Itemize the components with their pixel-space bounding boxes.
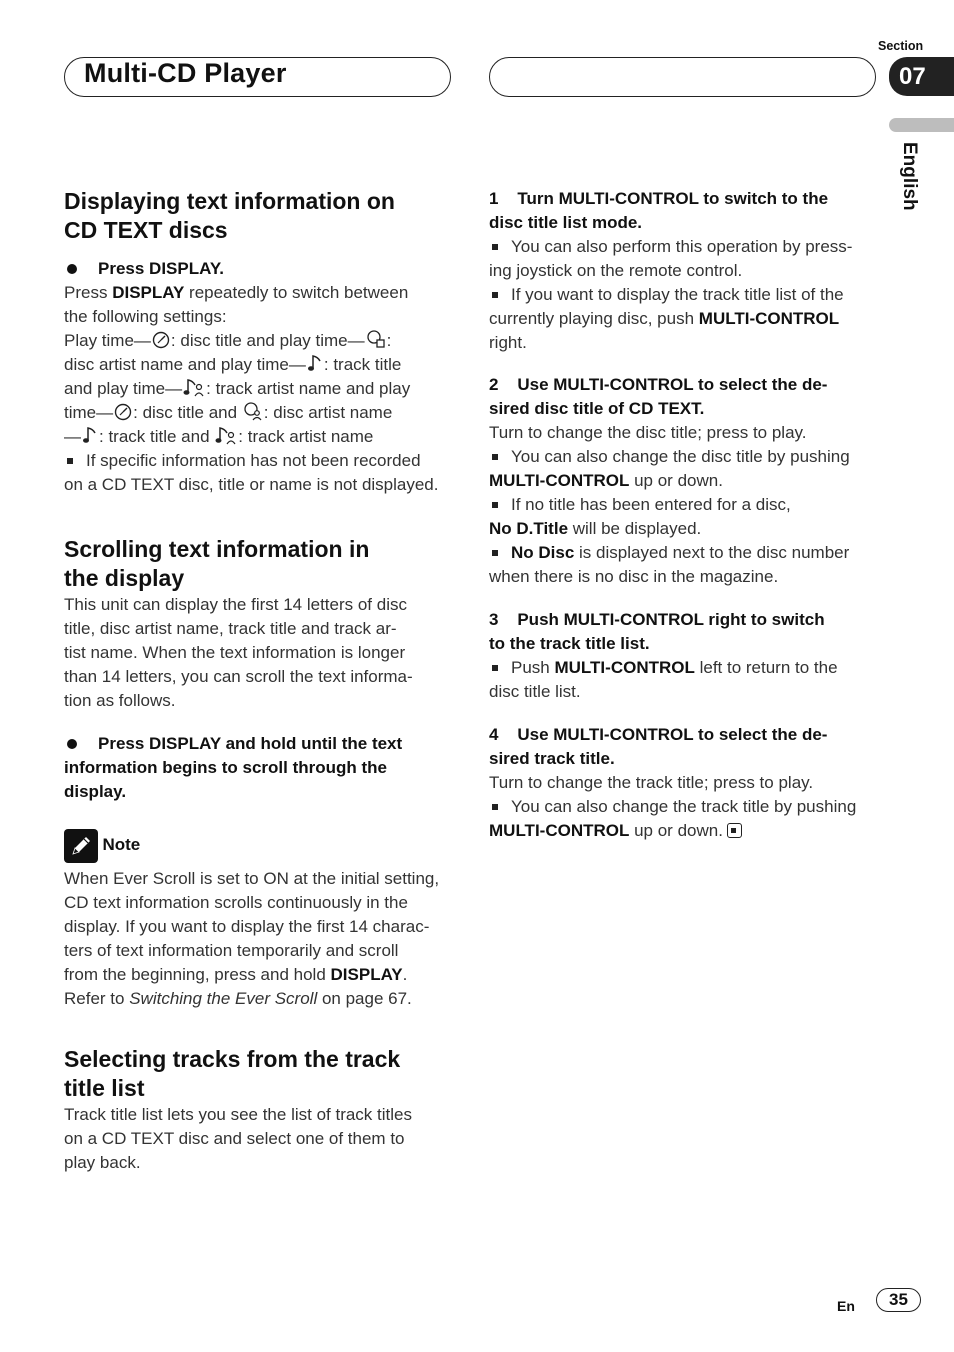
disc-artist-icon xyxy=(243,401,263,421)
step-1-heading: disc title list mode. xyxy=(489,213,643,232)
instruction-press-display xyxy=(64,257,459,281)
square-bullet-icon xyxy=(492,502,498,508)
language-label: English xyxy=(899,142,920,211)
step-4-heading: 4 Use MULTI-CONTROL to select the de- xyxy=(489,725,828,744)
bullet-line: ing joystick on the remote control. xyxy=(489,261,743,280)
heading-line: Selecting tracks from the track xyxy=(64,1046,401,1072)
section-heading-scrolling xyxy=(64,535,459,593)
step-4-heading: sired track title. xyxy=(489,749,615,768)
paragraph-line: Play time— : disc title and play time— : xyxy=(64,331,392,350)
heading-line: title list xyxy=(64,1075,145,1101)
paragraph-line: and play time— : track artist name and play xyxy=(64,379,411,398)
bullet-line: disc title list. xyxy=(489,682,581,701)
bullet-line: MULTI-CONTROL up or down. xyxy=(489,819,884,843)
heading-line: Scrolling text information in xyxy=(64,536,370,562)
step-1-heading: 1 Turn MULTI-CONTROL to switch to the xyxy=(489,189,829,208)
bullet-line: No Disc is displayed next to the disc number xyxy=(489,541,884,565)
paragraph-line: Press DISPLAY repeatedly to switch between xyxy=(64,283,409,302)
square-bullet-icon xyxy=(492,665,498,671)
step-text: Turn to change the track title; press to play. xyxy=(489,773,814,792)
paragraph-line: than 14 letters, you can scroll the text informa- xyxy=(64,667,413,686)
square-bullet-icon xyxy=(67,458,73,464)
square-bullet-icon xyxy=(492,292,498,298)
paragraph-line: time— : disc title and : disc artist name xyxy=(64,403,393,422)
note-text-line: display. If you want to display the first 14 charac- xyxy=(64,917,430,936)
pencil-icon xyxy=(64,829,98,863)
square-bullet-icon xyxy=(492,550,498,556)
paragraph-line: — : track title and : track artist name xyxy=(64,427,374,446)
bullet-line: If you want to display the track title list of the xyxy=(489,283,884,307)
paragraph-line: disc artist name and play time— : track title xyxy=(64,355,402,374)
note-line: If specific information has not been recorded xyxy=(64,449,459,473)
note-label: Note xyxy=(102,835,141,855)
note-text-line: from the beginning, press and hold DISPLAY. xyxy=(64,965,408,984)
header-right-frame xyxy=(489,57,876,97)
music-note-icon xyxy=(307,353,323,373)
round-bullet-icon xyxy=(67,739,77,749)
bullet-line: MULTI-CONTROL up or down. xyxy=(489,471,723,490)
instruction-line: information begins to scroll through the xyxy=(64,758,387,777)
language-tab xyxy=(884,142,936,222)
right-column xyxy=(489,187,884,843)
paragraph-line: tist name. When the text information is longer xyxy=(64,643,406,662)
note-heading xyxy=(64,829,459,863)
step-text: Turn to change the disc title; press to play. xyxy=(489,423,807,442)
instruction-text: Press DISPLAY. xyxy=(98,259,224,278)
note-text-line: CD text information scrolls continuously in the xyxy=(64,893,408,912)
disc-title-icon xyxy=(366,329,386,349)
paragraph-line: title, disc artist name, track title and track ar- xyxy=(64,619,397,638)
bullet-line: Push MULTI-CONTROL left to return to the xyxy=(489,656,884,680)
section-heading-display-text xyxy=(64,187,459,245)
section-label: Section xyxy=(878,39,924,53)
paragraph-line: play back. xyxy=(64,1153,141,1172)
step-2-heading: 2 Use MULTI-CONTROL to select the de- xyxy=(489,375,828,394)
step-2-heading: sired disc title of CD TEXT. xyxy=(489,399,705,418)
paragraph-line: tion as follows. xyxy=(64,691,176,710)
square-bullet-icon xyxy=(492,804,498,810)
paragraph-line: This unit can display the first 14 letters of disc xyxy=(64,595,407,614)
page-number: 35 xyxy=(876,1288,921,1312)
bullet-line: currently playing disc, push MULTI-CONTROL xyxy=(489,309,840,328)
disc-clock-icon xyxy=(114,403,132,421)
section-number-badge: 07 xyxy=(889,57,954,96)
music-artist-icon xyxy=(183,377,205,397)
disc-clock-icon xyxy=(152,331,170,349)
paragraph-line: on a CD TEXT disc and select one of them to xyxy=(64,1129,405,1148)
paragraph-line: the following settings: xyxy=(64,307,227,326)
bullet-line: when there is no disc in the magazine. xyxy=(489,567,779,586)
heading-line: Displaying text information on xyxy=(64,188,395,214)
heading-line: the display xyxy=(64,565,185,591)
step-3-heading: 3 Push MULTI-CONTROL right to switch xyxy=(489,610,825,629)
bullet-line: right. xyxy=(489,333,527,352)
bullet-line: You can also change the disc title by pushing xyxy=(489,445,884,469)
footer-lang-code: En xyxy=(837,1298,855,1314)
bullet-line: You can also change the track title by pushing xyxy=(489,795,884,819)
heading-line: CD TEXT discs xyxy=(64,217,228,243)
instruction-press-hold-display: Press DISPLAY and hold until the text xyxy=(64,732,459,756)
step-3-heading: to the track title list. xyxy=(489,634,650,653)
bullet-line: You can also perform this operation by press- xyxy=(489,235,884,259)
section-heading-selecting-tracks xyxy=(64,1045,459,1103)
square-bullet-icon xyxy=(492,244,498,250)
left-column xyxy=(64,187,459,1175)
music-note-icon xyxy=(82,425,98,445)
note-text-line: Refer to Switching the Ever Scroll on page 67. xyxy=(64,989,412,1008)
page-title: Multi-CD Player xyxy=(84,58,287,88)
round-bullet-icon xyxy=(67,264,77,274)
square-bullet-icon xyxy=(492,454,498,460)
music-artist-icon xyxy=(215,425,237,445)
paragraph-line: Track title list lets you see the list of track titles xyxy=(64,1105,412,1124)
note-text-line: ters of text information temporarily and scroll xyxy=(64,941,399,960)
bullet-line: If no title has been entered for a disc, xyxy=(489,493,884,517)
language-tab-bar xyxy=(889,118,954,132)
note-text-line: When Ever Scroll is set to ON at the initial setting, xyxy=(64,869,440,888)
stop-icon xyxy=(727,823,742,838)
note-line: on a CD TEXT disc, title or name is not displayed. xyxy=(64,475,439,494)
instruction-line: display. xyxy=(64,782,127,801)
bullet-line: No D.Title will be displayed. xyxy=(489,519,702,538)
